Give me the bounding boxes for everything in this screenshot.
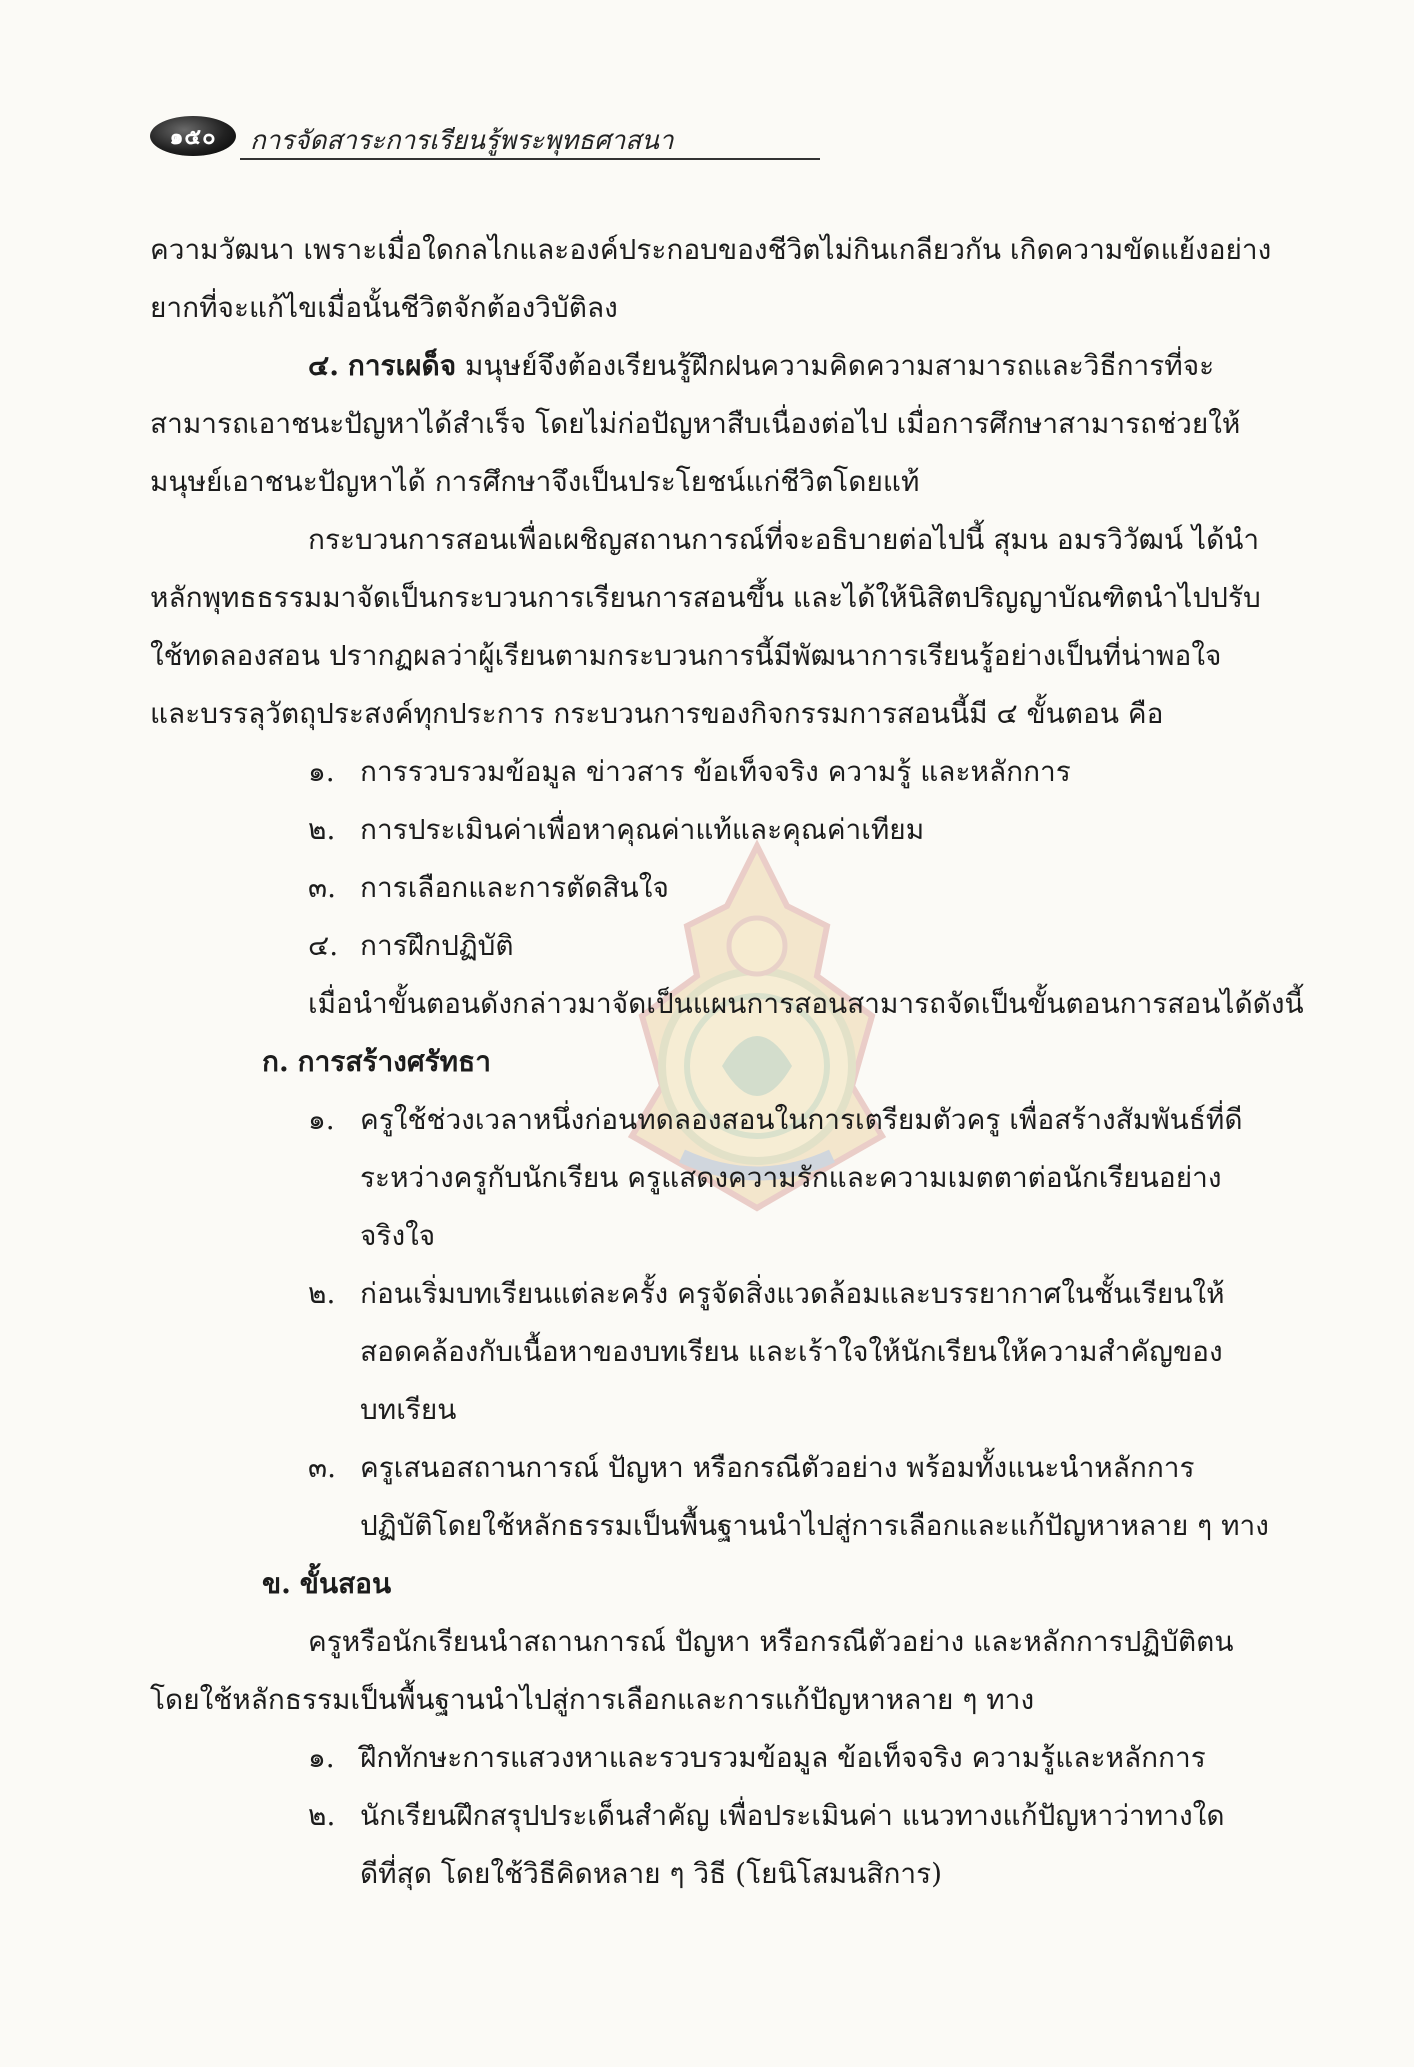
text-line: ใช้ทดลองสอน ปรากฏผลว่าผู้เรียนตามกระบวนการนี้มีพัฒนาการเรียนรู้อย่างเป็นที่น่าพอใจ	[150, 639, 1222, 672]
text-line: กระบวนการสอนเพื่อเผชิญสถานการณ์ที่จะอธิบายต่อไปนี้ สุมน อมรวิวัฒน์ ได้นำ	[308, 523, 1260, 556]
item4-heading: การเผด็จ	[347, 349, 457, 382]
step-item	[308, 752, 1071, 792]
step-number: ๑.	[308, 755, 335, 788]
item-number: ๑.	[308, 1103, 335, 1136]
text-line: สอดคล้องกับเนื้อหาของบทเรียน และเร้าใจให้นักเรียนให้ความสำคัญของ	[360, 1335, 1223, 1368]
step-item	[308, 810, 924, 850]
item-text: ฝึกทักษะการแสวงหาและรวบรวมข้อมูล ข้อเท็จจริง ความรู้และหลักการ	[360, 1741, 1206, 1774]
section-ka-item	[308, 1100, 1243, 1140]
step-item	[308, 926, 514, 966]
text-line: สามารถเอาชนะปัญหาได้สำเร็จ โดยไม่ก่อปัญหาสืบเนื่องต่อไป เมื่อการศึกษาสามารถช่วยให้	[150, 407, 1241, 440]
item-number: ๒.	[308, 1277, 336, 1310]
text-line: โดยใช้หลักธรรมเป็นพื้นฐานนำไปสู่การเลือกและการแก้ปัญหาหลาย ๆ ทาง	[150, 1683, 1035, 1716]
item-number: ๒.	[308, 1799, 336, 1832]
step-text: การรวบรวมข้อมูล ข่าวสาร ข้อเท็จจริง ความรู้ และหลักการ	[360, 755, 1071, 788]
section-kho-label: ข.	[262, 1567, 291, 1600]
text-line: บทเรียน	[360, 1393, 457, 1426]
text-line: และบรรลุวัตถุประสงค์ทุกประการ กระบวนการของกิจกรรมการสอนนี้มี ๔ ขั้นตอน คือ	[150, 697, 1164, 730]
section-ka-item	[308, 1448, 1195, 1488]
item-text: นักเรียนฝึกสรุปประเด็นสำคัญ เพื่อประเมินค่า แนวทางแก้ปัญหาว่าทางใด	[360, 1799, 1225, 1832]
running-title: การจัดสาระการเรียนรู้พระพุทธศาสนา	[250, 126, 674, 156]
header-rule	[240, 158, 820, 160]
item-text: ก่อนเริ่มบทเรียนแต่ละครั้ง ครูจัดสิ่งแวดล้อมและบรรยากาศในชั้นเรียนให้	[360, 1277, 1225, 1310]
text-line: มนุษย์เอาชนะปัญหาได้ การศึกษาจึงเป็นประโยชน์แก่ชีวิตโดยแท้	[150, 465, 920, 498]
item-number: ๓.	[308, 1451, 337, 1484]
step-number: ๓.	[308, 871, 337, 904]
item-text: ครูใช้ช่วงเวลาหนึ่งก่อนทดลองสอนในการเตรียมตัวครู เพื่อสร้างสัมพันธ์ที่ดี	[360, 1103, 1243, 1136]
item-text: ครูเสนอสถานการณ์ ปัญหา หรือกรณีตัวอย่าง พร้อมทั้งแนะนำหลักการ	[360, 1451, 1195, 1484]
step-text: การประเมินค่าเพื่อหาคุณค่าแท้และคุณค่าเทียม	[360, 813, 925, 846]
section-kho-title: ขั้นสอน	[299, 1567, 392, 1600]
section-ka-heading	[262, 1042, 491, 1082]
step-number: ๒.	[308, 813, 336, 846]
step-text: การฝึกปฏิบัติ	[360, 929, 514, 962]
item4-number: ๔.	[308, 349, 339, 382]
section-kho-item	[308, 1738, 1206, 1778]
text-line: ยากที่จะแก้ไขเมื่อนั้นชีวิตจักต้องวิบัติลง	[150, 291, 618, 324]
text-line: เมื่อนำขั้นตอนดังกล่าวมาจัดเป็นแผนการสอนสามารถจัดเป็นขั้นตอนการสอนได้ดังนี้	[308, 987, 1304, 1020]
text-line: จริงใจ	[360, 1219, 436, 1252]
page-header	[150, 112, 674, 164]
step-text: การเลือกและการตัดสินใจ	[360, 871, 669, 904]
text-line: ดีที่สุด โดยใช้วิธีคิดหลาย ๆ วิธี (โยนิโสมนสิการ)	[360, 1857, 943, 1890]
page-number-badge: ๑๕๐	[150, 116, 236, 156]
section-kho-item	[308, 1796, 1225, 1836]
section-ka-item	[308, 1274, 1225, 1314]
text-line: ระหว่างครูกับนักเรียน ครูแสดงความรักและความเมตตาต่อนักเรียนอย่าง	[360, 1161, 1222, 1194]
section-kho-heading	[262, 1564, 391, 1604]
section-ka-title: การสร้างศรัทธา	[297, 1045, 491, 1078]
text-line: ปฏิบัติโดยใช้หลักธรรมเป็นพื้นฐานนำไปสู่การเลือกและแก้ปัญหาหลาย ๆ ทาง	[360, 1509, 1269, 1542]
step-item	[308, 868, 669, 908]
text-line: หลักพุทธธรรมมาจัดเป็นกระบวนการเรียนการสอนขึ้น และได้ให้นิสิตปริญญาบัณฑิตนำไปปรับ	[150, 581, 1261, 614]
section-ka-label: ก.	[262, 1045, 289, 1078]
step-number: ๔.	[308, 929, 339, 962]
item-number: ๑.	[308, 1741, 335, 1774]
text-line: ความวัฒนา เพราะเมื่อใดกลไกและองค์ประกอบของชีวิตไม่กินเกลียวกัน เกิดความขัดแย้งอย่าง	[150, 233, 1272, 266]
item4-text: มนุษย์จึงต้องเรียนรู้ฝึกฝนความคิดความสามารถและวิธีการที่จะ	[465, 349, 1215, 382]
text-line: ครูหรือนักเรียนนำสถานการณ์ ปัญหา หรือกรณีตัวอย่าง และหลักการปฏิบัติตน	[308, 1625, 1234, 1658]
item4-heading-line	[308, 346, 1214, 386]
